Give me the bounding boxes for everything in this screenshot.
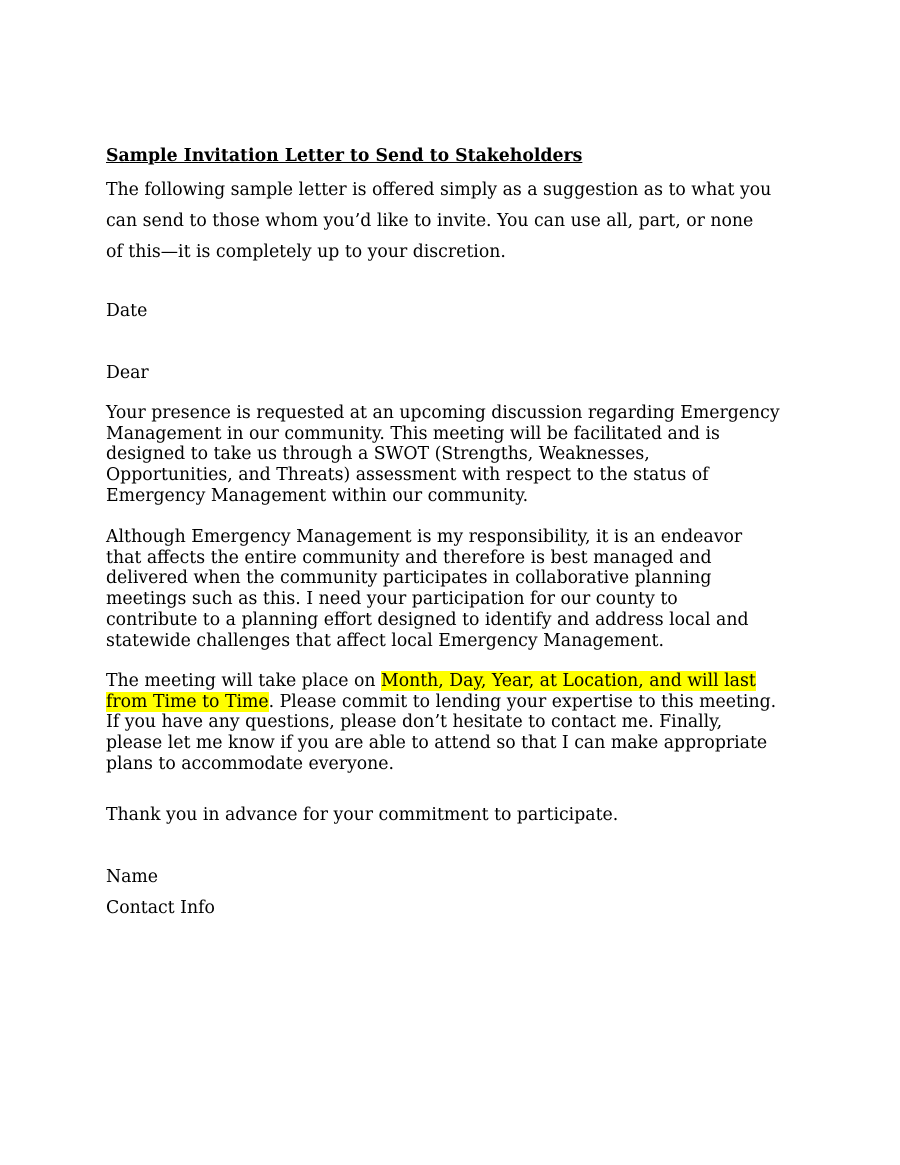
meeting-details-highlight: Month, Day, Year, at Location, and will last bbox=[381, 671, 756, 691]
meeting-intro-text: The meeting will take place on bbox=[106, 671, 381, 691]
letter-paragraph-2 bbox=[106, 527, 806, 651]
paragraph-line: Your presence is requested at an upcoming discussion regarding Emergency bbox=[106, 403, 780, 423]
salutation: Dear bbox=[106, 363, 149, 383]
paragraph-line: delivered when the community participates in collaborative planning bbox=[106, 568, 712, 589]
signature-name: Name bbox=[106, 867, 159, 887]
paragraph-line: contribute to a planning effort designed to identify and address local and bbox=[106, 609, 749, 630]
paragraph-line: please let me know if you are able to attend so that I can make appropriate bbox=[106, 733, 768, 754]
paragraph-line: that affects the entire community and therefore is best managed and bbox=[106, 547, 712, 568]
paragraph-line: designed to take us through a SWOT (Strengths, Weaknesses, bbox=[106, 444, 650, 465]
closing-line: Thank you in advance for your commitment to participate. bbox=[106, 805, 619, 825]
commitment-text: . Please commit to lending your expertise to this meeting. bbox=[268, 691, 777, 712]
paragraph-line: Although Emergency Management is my responsibility, it is an endeavor bbox=[106, 527, 743, 547]
paragraph-line: Emergency Management within our community. bbox=[106, 485, 529, 506]
signature-contact-info: Contact Info bbox=[106, 898, 215, 918]
paragraph-line bbox=[106, 692, 806, 713]
letter-paragraph-1 bbox=[106, 403, 806, 507]
letter-paragraph-3 bbox=[106, 671, 806, 775]
intro-line: of this—it is completely up to your discretion. bbox=[106, 242, 506, 262]
paragraph-line bbox=[106, 671, 806, 692]
paragraph-line: Opportunities, and Threats) assessment with respect to the status of bbox=[106, 465, 709, 486]
paragraph-line: statewide challenges that affect local Emergency Management. bbox=[106, 630, 664, 651]
intro-paragraph bbox=[106, 175, 806, 268]
paragraph-line: If you have any questions, please don’t hesitate to contact me. Finally, bbox=[106, 712, 723, 733]
intro-line: The following sample letter is offered simply as a suggestion as to what you bbox=[106, 180, 772, 200]
document-title: Sample Invitation Letter to Send to Stakeholders bbox=[106, 146, 583, 166]
meeting-time-highlight: from Time to Time bbox=[106, 691, 269, 712]
date-placeholder: Date bbox=[106, 301, 148, 321]
paragraph-line: meetings such as this. I need your participation for our county to bbox=[106, 589, 678, 610]
paragraph-line: Management in our community. This meeting will be facilitated and is bbox=[106, 423, 720, 444]
intro-line: can send to those whom you’d like to invite. You can use all, part, or none bbox=[106, 211, 754, 231]
paragraph-line: plans to accommodate everyone. bbox=[106, 753, 394, 774]
